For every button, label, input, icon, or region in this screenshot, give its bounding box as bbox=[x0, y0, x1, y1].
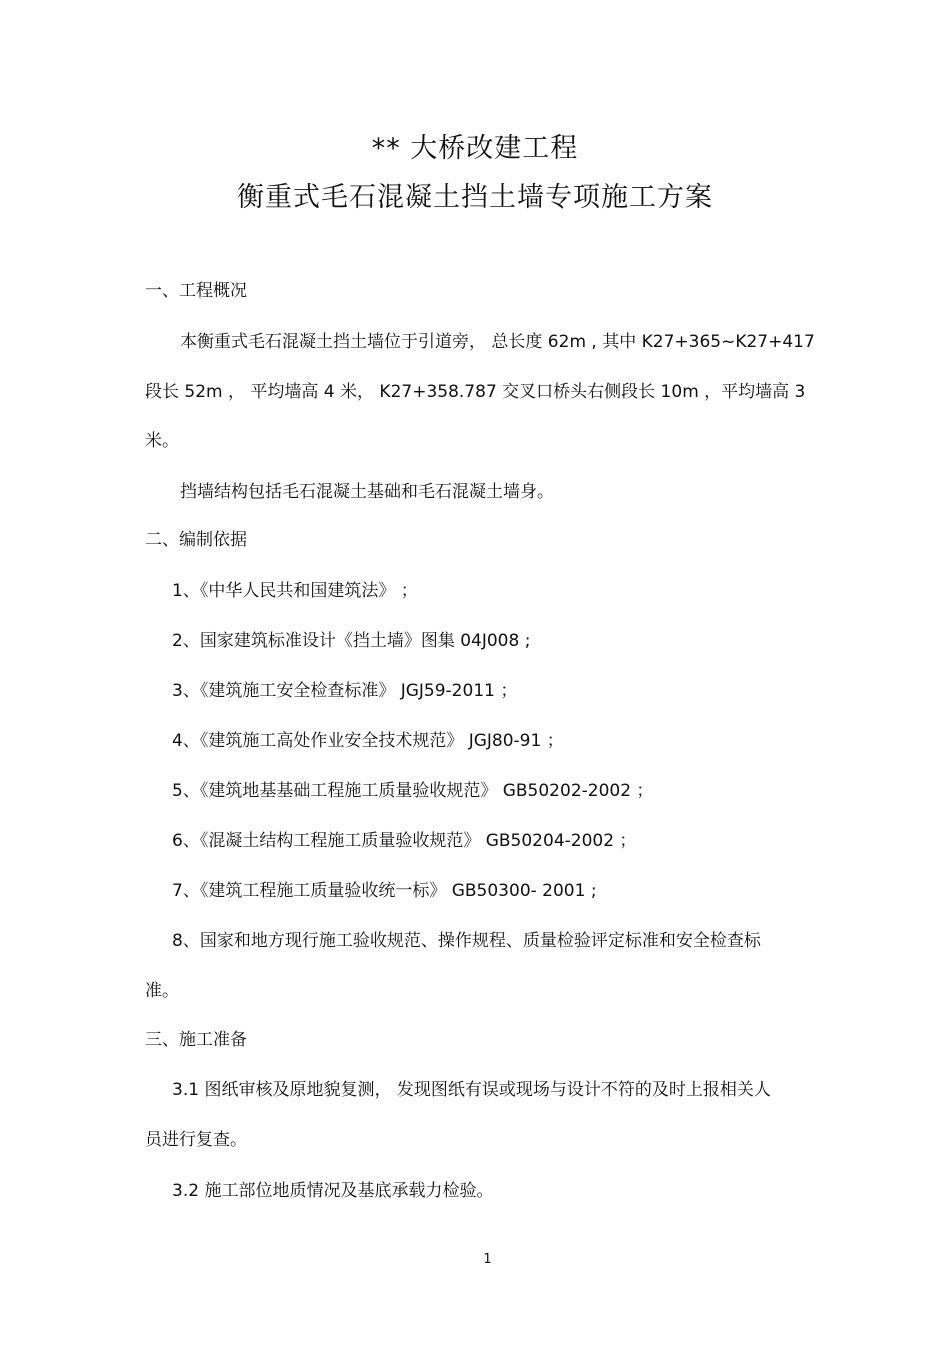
reference-item: 8、国家和地方现行施工验收规范、操作规程、质量检验评定标准和安全检查标 bbox=[172, 931, 761, 951]
reference-item-continuation: 准。 bbox=[145, 981, 179, 1001]
reference-item: 1、《中华人民共和国建筑法》 ； bbox=[172, 581, 418, 601]
section1-paragraph1-line1: 本衡重式毛石混凝土挡土墙位于引道旁， 总长度 62m , 其中 K27+365~K27+417 bbox=[180, 332, 815, 352]
section1-paragraph2: 挡墙结构包括毛石混凝土基础和毛石混凝土墙身。 bbox=[180, 482, 554, 502]
section3-item1-line1: 3.1 图纸审核及原地貌复测， 发现图纸有误或现场与设计不符的及时上报相关人 bbox=[172, 1080, 771, 1100]
reference-item: 3、《建筑施工安全检查标准》 JGJ59-2011 ； bbox=[172, 681, 518, 701]
reference-item: 6、《混凝土结构工程施工质量验收规范》 GB50204-2002 ； bbox=[172, 831, 637, 851]
page-number: 1 bbox=[483, 1252, 492, 1267]
reference-item: 5、《建筑地基基础工程施工质量验收规范》 GB50202-2002 ； bbox=[172, 781, 654, 801]
section1-paragraph1-line3: 米。 bbox=[145, 431, 179, 451]
reference-item: 4、《建筑施工高处作业安全技术规范》 JGJ80-91 ； bbox=[172, 731, 564, 751]
reference-item: 2、国家建筑标准设计《挡土墙》图集 04J008 ; bbox=[172, 631, 531, 651]
section3-item1-line2: 员进行复查。 bbox=[145, 1130, 247, 1150]
document-title-line1: ** 大桥改建工程 bbox=[371, 133, 579, 164]
document-title-line2: 衡重式毛石混凝土挡土墙专项施工方案 bbox=[237, 182, 713, 213]
section3-item2: 3.2 施工部位地质情况及基底承载力检验。 bbox=[172, 1181, 494, 1201]
section2-heading: 二、编制依据 bbox=[145, 530, 247, 550]
section3-heading: 三、施工准备 bbox=[145, 1030, 247, 1050]
section1-paragraph1-line2: 段长 52m ， 平均墙高 4 米， K27+358.787 交叉口桥头右侧段长 10m ，平均墙高 3 bbox=[145, 382, 806, 402]
reference-item: 7、《建筑工程施工质量验收统一标》 GB50300- 2001 ; bbox=[172, 881, 597, 901]
section1-heading: 一、工程概况 bbox=[145, 281, 247, 301]
